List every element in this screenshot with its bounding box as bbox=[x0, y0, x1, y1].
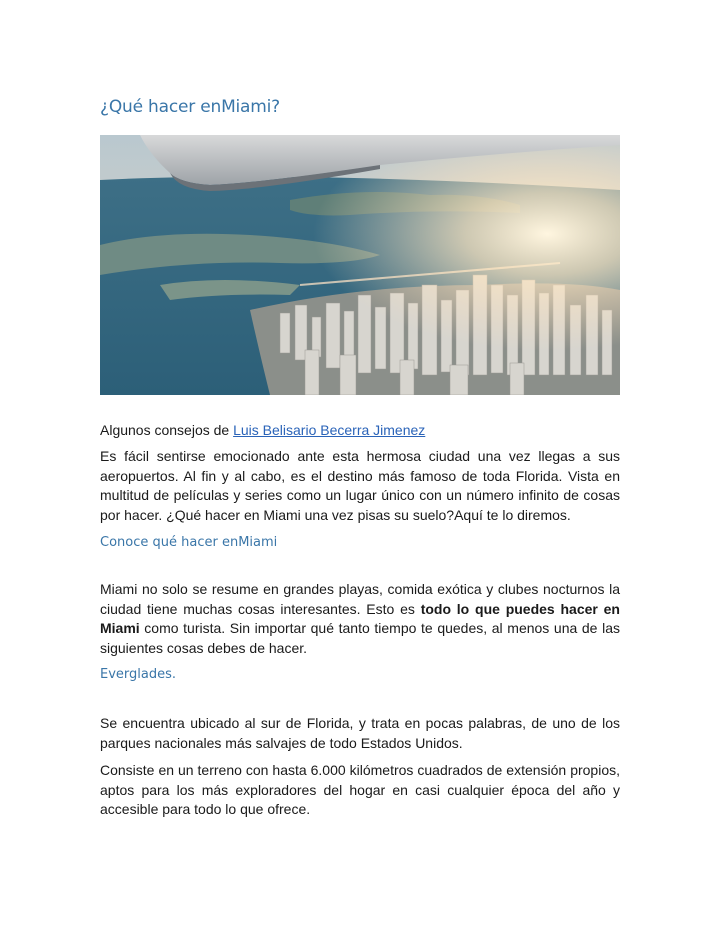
section1-text-bold: todo lo que puedes hacer en Miami bbox=[100, 600, 620, 636]
section1-text-before: Miami no solo se resume en grandes playas, comida exótica y clubes nocturnos la ciudad tiene muchas cosas interesantes. Esto es bbox=[100, 581, 620, 617]
miami-aerial-photo bbox=[100, 135, 620, 395]
intro-paragraph: Es fácil sentirse emocionado ante esta hermosa ciudad una vez llegas a sus aeropuertos. Al fin y al cabo, es el destino más famoso de toda Florida. Vista en multitud de películas y series como un lugar único con un número infinito de cosas por hacer. ¿Qué hacer en Miami una vez pisas su suelo?Aquí te lo diremos. bbox=[100, 448, 620, 523]
everglades-paragraph-1: Se encuentra ubicado al sur de Florida, y trata en pocas palabras, de uno de los parques nacionales más salvajes de todo Estados Unidos. bbox=[100, 715, 620, 751]
section-heading-conoce: Conoce qué hacer enMiami bbox=[100, 535, 278, 550]
page-title: ¿Qué hacer enMiami? bbox=[100, 97, 280, 117]
everglades-paragraph-2: Consiste en un terreno con hasta 6.000 kilómetros cuadrados de extensión propios, aptos para los más exploradores del hogar en casi cualquier época del año y accesible para todo lo que ofrece. bbox=[100, 762, 620, 817]
author-prefix: Algunos consejos de bbox=[100, 422, 234, 438]
section1-paragraph bbox=[100, 580, 620, 658]
section1-text-after: como turista. Sin importar qué tanto tiempo te quedes, al menos una de las siguientes cosas debes de hacer. bbox=[100, 620, 620, 656]
author-link[interactable]: Luis Belisario Becerra Jimenez bbox=[233, 422, 426, 438]
section-heading-everglades: Everglades. bbox=[100, 667, 177, 682]
author-line bbox=[100, 422, 620, 438]
